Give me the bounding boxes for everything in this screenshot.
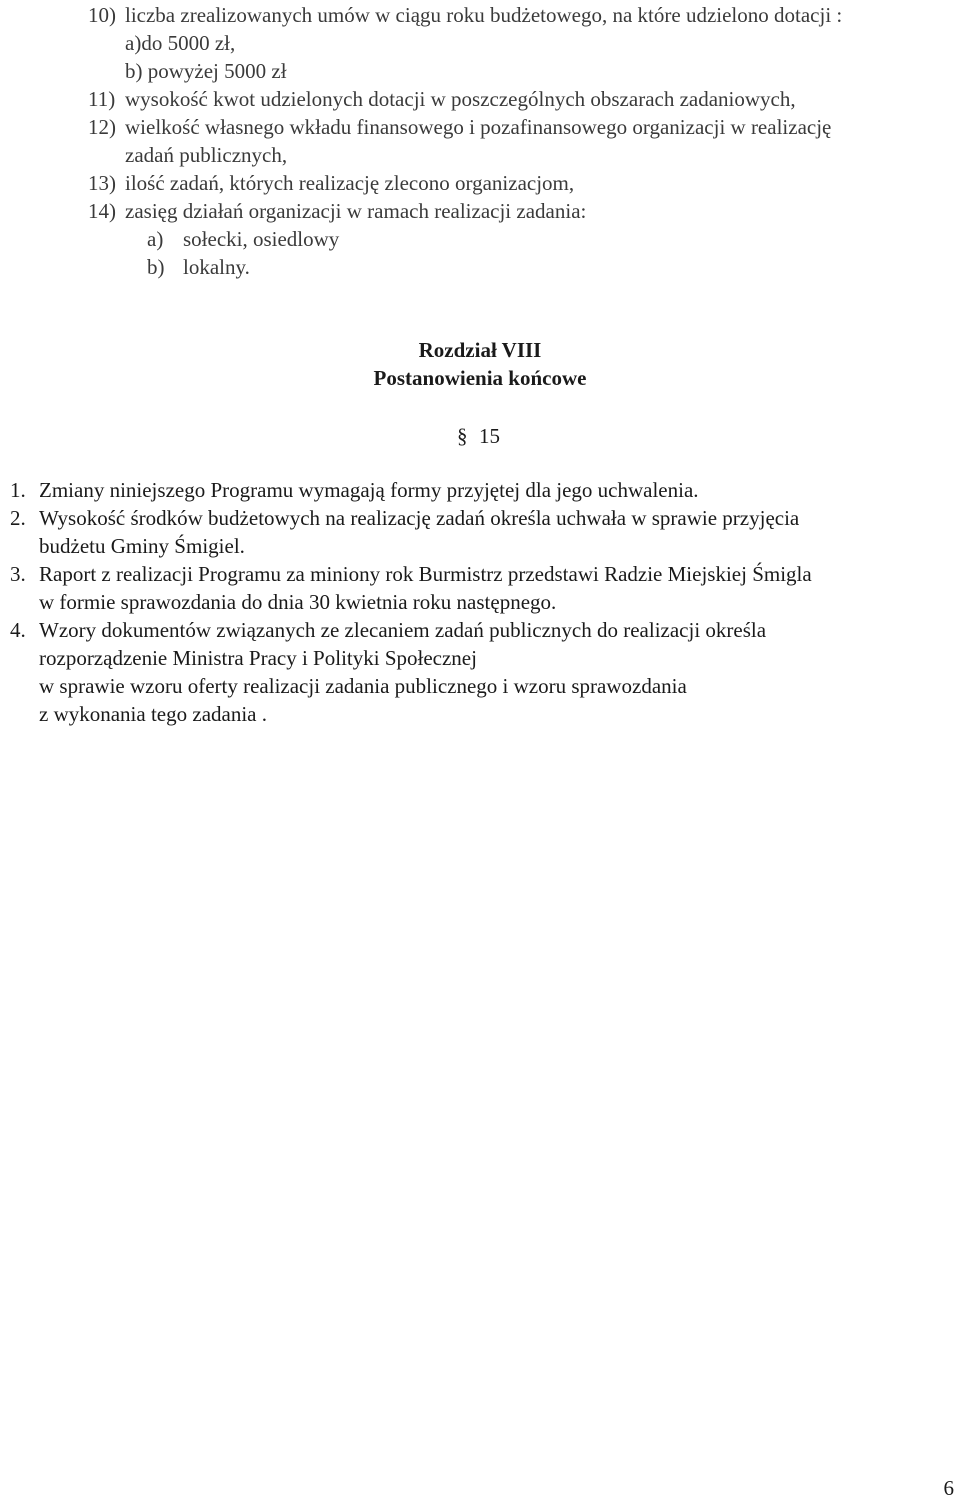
list-text: zadań publicznych, (125, 143, 288, 167)
clause-text: budżetu Gminy Śmigiel. (39, 534, 245, 558)
paragraph-mark (457, 422, 500, 450)
clause-3 (10, 560, 812, 588)
list-text: a)do 5000 zł, (125, 31, 236, 55)
list-text: wysokość kwot udzielonych dotacji w poszczególnych obszarach zadaniowych, (125, 87, 796, 111)
list-item-14 (88, 197, 586, 225)
clause-1 (10, 476, 699, 504)
page-number: 6 (943, 1476, 954, 1500)
list-item-10 (88, 1, 842, 29)
list-item-14-b (147, 253, 250, 281)
clause-number: 1. (10, 478, 26, 502)
clause-text: z wykonania tego zadania . (39, 702, 267, 726)
list-subitem-b (125, 57, 287, 85)
clause-4-continuation-2 (39, 672, 687, 700)
clause-text: rozporządzenie Ministra Pracy i Polityki Społecznej (39, 646, 477, 670)
list-number: 11) (88, 87, 116, 111)
list-item-12 (88, 113, 831, 141)
list-number: a) (147, 227, 164, 251)
chapter-title: Rozdział VIII (418, 338, 542, 362)
clause-number: 4. (10, 618, 26, 642)
section-sign: § (457, 424, 468, 448)
clause-text: w sprawie wzoru oferty realizacji zadania publicznego i wzoru sprawozdania (39, 674, 687, 698)
clause-2 (10, 504, 799, 532)
clause-3-continuation (39, 588, 556, 616)
list-text: wielkość własnego wkładu finansowego i pozafinansowego organizacji w realizację (125, 115, 832, 139)
list-number: 10) (88, 3, 116, 27)
clause-number: 2. (10, 506, 26, 530)
list-text: sołecki, osiedlowy (183, 227, 340, 251)
clause-number: 3. (10, 562, 26, 586)
chapter-subtitle: Postanowienia końcowe (373, 366, 587, 390)
list-item-11 (88, 85, 796, 113)
clause-text: Wzory dokumentów związanych ze zlecaniem zadań publicznych do realizacji określa (39, 618, 767, 642)
list-item-13 (88, 169, 574, 197)
clause-text: Wysokość środków budżetowych na realizację zadań określa uchwała w sprawie przyjęcia (39, 506, 800, 530)
list-number: 13) (88, 171, 116, 195)
list-number: b) (147, 255, 165, 279)
clause-2-continuation (39, 532, 245, 560)
list-item-12-continuation (125, 141, 287, 169)
clause-text: w formie sprawozdania do dnia 30 kwietnia roku następnego. (39, 590, 557, 614)
clause-text: Zmiany niniejszego Programu wymagają formy przyjętej dla jego uchwalenia. (39, 478, 699, 502)
list-text: zasięg działań organizacji w ramach realizacji zadania: (125, 199, 587, 223)
clause-text: Raport z realizacji Programu za miniony rok Burmistrz przedstawi Radzie Miejskiej Śmigla (39, 562, 812, 586)
list-text: b) powyżej 5000 zł (125, 59, 287, 83)
list-text: ilość zadań, których realizację zlecono organizacjom, (125, 171, 575, 195)
paragraph-number: 15 (479, 424, 500, 448)
list-text: lokalny. (183, 255, 250, 279)
list-number: 12) (88, 115, 116, 139)
clause-4-continuation-1 (39, 644, 477, 672)
list-number: 14) (88, 199, 116, 223)
clause-4-continuation-3 (39, 700, 267, 728)
list-text: liczba zrealizowanych umów w ciągu roku budżetowego, na które udzielono dotacji : (125, 3, 843, 27)
list-subitem-a (125, 29, 235, 57)
list-item-14-a (147, 225, 339, 253)
clause-4 (10, 616, 766, 644)
